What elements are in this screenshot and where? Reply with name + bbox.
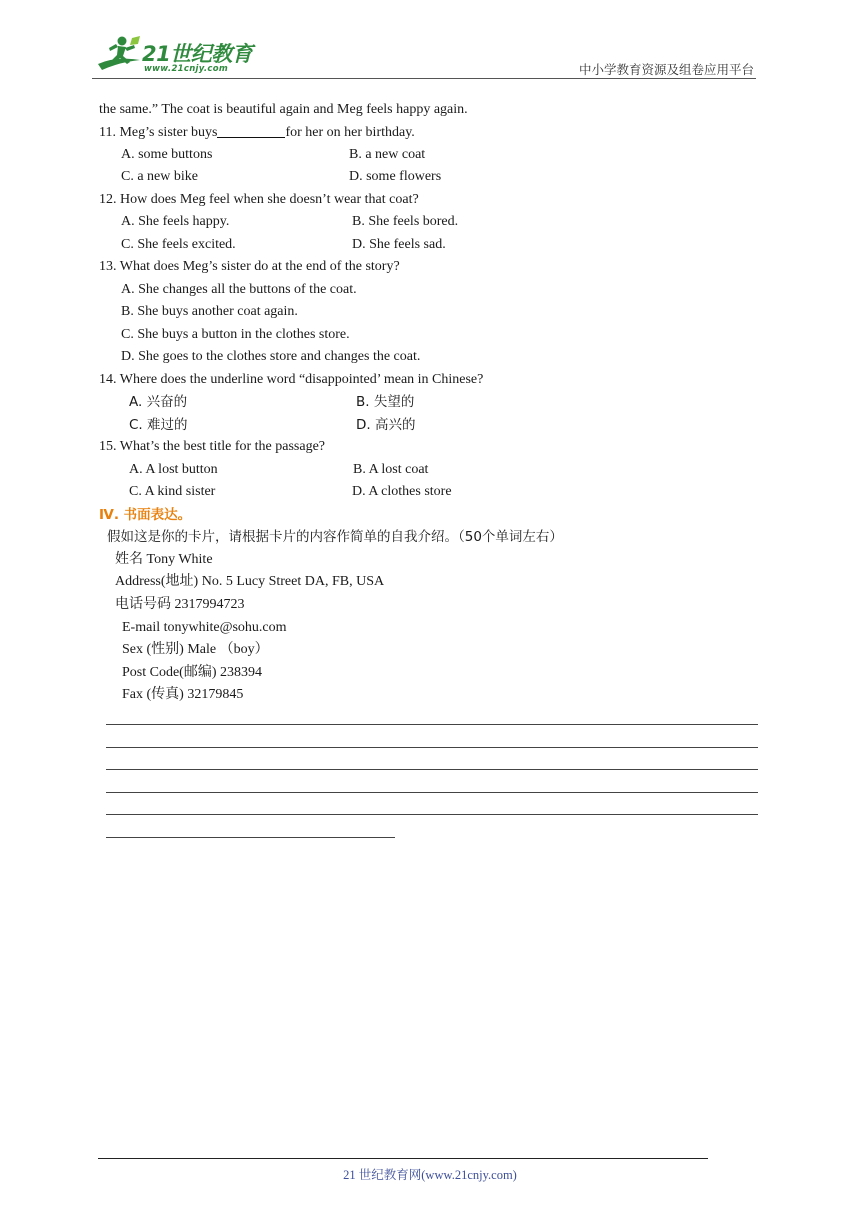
platform-name: 中小学教育资源及组卷应用平台	[578, 62, 754, 77]
question-15: 15. What’s the best title for the passage?	[99, 439, 326, 454]
header-divider	[92, 78, 756, 79]
passage-last-line: the same.” The coat is beautiful again and Meg feels happy again.	[99, 102, 468, 117]
logo-title: 21世纪教育	[142, 42, 253, 66]
card-post-code: Post Code(邮编) 238394	[122, 665, 262, 680]
question-12-option-a: A. She feels happy.	[121, 214, 230, 229]
writing-line-short	[106, 837, 395, 838]
question-14: 14. Where does the underline word “disappointed’ mean in Chinese?	[99, 372, 484, 387]
card-fax: Fax (传真) 32179845	[122, 687, 244, 702]
question-12-option-c: C. She feels excited.	[121, 237, 236, 252]
question-11-stem-before: 11. Meg’s sister buys	[99, 125, 218, 140]
question-14-option-d: D. 高兴的	[356, 417, 416, 433]
runner-logo-icon	[96, 34, 142, 76]
question-15-option-d: D. A clothes store	[352, 484, 452, 499]
writing-line	[106, 814, 758, 815]
writing-line	[106, 724, 758, 725]
page-header	[92, 32, 760, 78]
question-11-option-c: C. a new bike	[121, 169, 198, 184]
question-12-option-d: D. She feels sad.	[352, 237, 446, 252]
question-15-option-b: B. A lost coat	[353, 462, 429, 477]
card-sex: Sex (性别) Male （boy）	[122, 642, 269, 657]
question-12-option-b: B. She feels bored.	[352, 214, 459, 229]
card-phone: 电话号码 2317994723	[115, 597, 245, 612]
answer-blank	[217, 123, 285, 138]
question-11-option-d: D. some flowers	[349, 169, 442, 184]
writing-line	[106, 769, 758, 770]
footer-divider	[98, 1158, 708, 1159]
question-13-option-b: B. She buys another coat again.	[121, 304, 298, 319]
question-11-option-b: B. a new coat	[349, 147, 426, 162]
section-heading: Ⅳ. 书面表达。	[99, 507, 192, 523]
question-12: 12. How does Meg feel when she doesn’t wear that coat?	[99, 192, 419, 207]
writing-line	[106, 792, 758, 793]
logo	[92, 32, 267, 78]
writing-line	[106, 747, 758, 748]
question-14-option-a: A. 兴奋的	[129, 394, 188, 410]
question-13-option-a: A. She changes all the buttons of the coat.	[121, 282, 357, 297]
question-14-option-c: C. 难过的	[129, 417, 188, 433]
writing-prompt: 假如这是你的卡片，请根据卡片的内容作简单的自我介绍。（50个单词左右）	[107, 529, 563, 545]
question-14-option-b: B. 失望的	[356, 394, 415, 410]
footer-text: 21 世纪教育网(www.21cnjy.com)	[343, 1168, 517, 1182]
question-13-option-d: D. She goes to the clothes store and changes the coat.	[121, 349, 421, 364]
card-email: E-mail tonywhite@sohu.com	[122, 620, 287, 635]
question-15-option-c: C. A kind sister	[129, 484, 216, 499]
question-11	[99, 123, 415, 142]
card-name: 姓名 Tony White	[115, 552, 213, 567]
question-15-option-a: A. A lost button	[129, 462, 218, 477]
question-11-option-a: A. some buttons	[121, 147, 213, 162]
question-13: 13. What does Meg’s sister do at the end of the story?	[99, 259, 400, 274]
card-address: Address(地址) No. 5 Lucy Street DA, FB, USA	[115, 574, 385, 589]
question-11-stem-after: for her on her birthday.	[285, 125, 415, 140]
question-13-option-c: C. She buys a button in the clothes store.	[121, 327, 350, 342]
logo-url: www.21cnjy.com	[144, 64, 228, 74]
